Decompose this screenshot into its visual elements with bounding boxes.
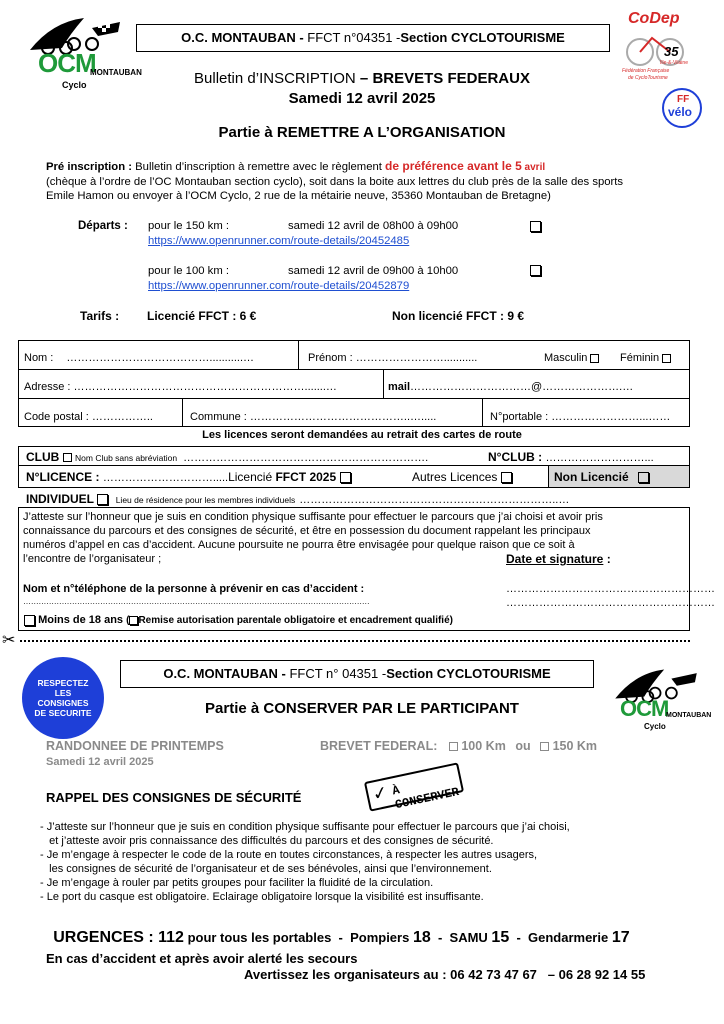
ocm-text: OCM	[38, 48, 96, 78]
autres-licences-checkbox[interactable]	[501, 472, 512, 483]
brevet-150-checkbox[interactable]	[540, 742, 549, 751]
nclub-field[interactable]: N°CLUB : ………………………...	[488, 450, 654, 464]
portable-field[interactable]: N°portable : ……………………...……	[490, 411, 671, 423]
depart-100-time: samedi 12 avril de 09h00 à 10h00	[288, 265, 459, 277]
conserver-stamp: ✓ À CONSERVER	[364, 762, 464, 811]
depart-100-link[interactable]: https://www.openrunner.com/route-details/20452879	[148, 280, 410, 292]
individuel-checkbox[interactable]	[97, 494, 108, 505]
tarif-licencie: Licencié FFCT : 6 €	[147, 309, 257, 323]
ocm-cyclo: Cyclo	[62, 80, 87, 90]
attestation-text: J’atteste sur l’honneur que je suis en condition physique suffisante pour effectuer le parcours que j’ai choisi et avoir pris connaissance du parcours et des consignes de sécurité, et être en possession du document rappelant les principaux numéros d’appel en cas d’accident. Aucune poursuite ne pourra être envisagée pour quelque raison que ce soit à l’encontre de l’organisateur ;	[23, 511, 603, 565]
part-title: Partie à REMETTRE A L’ORGANISATION	[218, 124, 506, 141]
commune-field[interactable]: Commune : ……………………………………..….....	[190, 411, 437, 423]
ffvelo-logo: FF vélo	[662, 88, 702, 128]
event-date: Samedi 12 avril 2025	[288, 90, 436, 107]
club-header-2: O.C. MONTAUBAN - FFCT n° 04351 -Section CYCLOTOURISME	[120, 660, 594, 688]
club-header: O.C. MONTAUBAN - FFCT n°04351 -Section CYCLOTOURISME	[136, 24, 610, 52]
respect-badge: RESPECTEZ LES CONSIGNES DE SECURITE	[22, 657, 104, 739]
feminin-checkbox[interactable]	[662, 354, 671, 363]
licencie-ffct-checkbox[interactable]	[340, 472, 351, 483]
bulletin-title: Bulletin d’INSCRIPTION – BREVETS FEDERAUX	[194, 70, 530, 87]
contact-dots-2[interactable]: ………………………………………………………………………………………………………………………	[23, 597, 370, 606]
departs-label: Départs :	[78, 220, 128, 232]
brevet-options: BREVET FEDERAL: 100 Km ou 150 Km	[320, 739, 598, 753]
rando-date: Samedi 12 avril 2025	[46, 756, 154, 768]
depart-100-km: pour le 100 km :	[148, 265, 230, 277]
licences-note: Les licences seront demandées au retrait des cartes de route	[202, 429, 522, 441]
accident-text: En cas d’accident et après avoir alerté les secours	[46, 951, 358, 966]
organisers-phones: Avertissez les organisateurs au : 06 42 73 47 67 – 06 28 92 14 55	[244, 967, 646, 982]
depart-150-link[interactable]: https://www.openrunner.com/route-details/20452485	[148, 235, 410, 247]
depart-150-checkbox[interactable]	[530, 221, 541, 232]
moins-18-row[interactable]: Moins de 18 ans ( Remise autorisation parentale obligatoire et encadrement qualifié)	[24, 614, 453, 626]
depart-100-checkbox[interactable]	[530, 265, 541, 276]
depart-150-time: samedi 12 avril de 08h00 à 09h00	[288, 220, 459, 232]
adresse-field[interactable]: Adresse : ……………………………………………………….......…	[24, 381, 337, 393]
scissors-icon: ✂	[2, 632, 16, 649]
moins-18-checkbox[interactable]	[24, 615, 35, 626]
tarif-non-licencie: Non licencié FFCT : 9 €	[392, 309, 525, 323]
rule-line: les consignes de sécurité de l’organisateur et de ses bénévoles, ainsi que l’environnement.	[40, 863, 492, 875]
contact-dots-3[interactable]: …………………………………………………	[506, 597, 715, 609]
rule-line: et j’atteste avoir pris connaissance des difficultés du parcours et des consignes de sécurité.	[40, 835, 494, 847]
part2-title: Partie à CONSERVER PAR LE PARTICIPANT	[205, 700, 519, 717]
club-row[interactable]: CLUB Nom Club sans abréviation ………………………………………………………….	[26, 450, 429, 464]
individuel-row[interactable]: INDIVIDUEL Lieu de résidence pour les membres individuels ……………………………………………………………..…	[26, 492, 570, 506]
code-postal-field[interactable]: Code postal : ……………..	[24, 411, 153, 423]
club-checkbox[interactable]	[63, 453, 72, 462]
depart-150-km: pour le 150 km :	[148, 220, 230, 232]
feminin-option[interactable]: Féminin	[620, 352, 671, 364]
masculin-checkbox[interactable]	[590, 354, 599, 363]
non-licencie-option[interactable]: Non Licencié	[554, 470, 649, 484]
contact-dots-1[interactable]: …………………………………………………	[506, 583, 715, 595]
ocm-sub: MONTAUBAN	[90, 68, 142, 77]
pre-inscription: Pré inscription : Bulletin d’inscription à remettre avec le règlement de préférence avant le 5 avril (chèque à l’ordre de l’OC Montauban section cyclo), soit dans la boite aux lettres du club près de la salle des sports Emile Hamon ou envoyer à l’OCM Cyclo, 2 rue de la métairie neuve, 35360 Montauban de Bretagne)	[46, 159, 624, 202]
masculin-option[interactable]: Masculin	[544, 352, 599, 364]
safety-rules	[40, 820, 680, 904]
nlicence-field[interactable]: N°LICENCE : ………………………….....Licencié FFCT 2025	[26, 470, 351, 484]
nom-field[interactable]: Nom : …………………………………...........…	[24, 352, 255, 364]
ocm-logo-2: OCM MONTAUBAN Cyclo	[608, 664, 704, 740]
prenom-field[interactable]: Prénom : ……………………...........	[308, 352, 478, 364]
rappel-title: RAPPEL DES CONSIGNES DE SÉCURITÉ	[46, 790, 302, 805]
rule-line: - Je m’engage à rouler par petits groupes pour faciliter la fluidité de la circulation.	[40, 877, 434, 889]
rule-line: - J’atteste sur l’honneur que je suis en condition physique suffisante pour effectuer le parcours que j’ai choisi,	[40, 821, 570, 833]
check-icon: ✓	[370, 781, 390, 805]
date-signature[interactable]: Date et signature :	[506, 552, 611, 566]
tarifs-label: Tarifs :	[80, 309, 120, 323]
rule-line: - Je m’engage à respecter le code de la route en toutes circonstances, à respecter les autres usagers,	[40, 849, 538, 861]
brevet-100-checkbox[interactable]	[449, 742, 458, 751]
non-licencie-checkbox[interactable]	[638, 472, 649, 483]
urgences-line: URGENCES : 112 pour tous les portables - Pompiers 18 - SAMU 15 - Gendarmerie 17	[53, 929, 630, 946]
mail-field[interactable]: mail……………………………@………………….…	[388, 381, 634, 393]
rando-name: RANDONNEE DE PRINTEMPS	[46, 739, 224, 753]
rule-line: - Le port du casque est obligatoire. Eclairage obligatoire lorsque la visibilité est insuffisante.	[40, 891, 484, 903]
codep-logo: CoDep 35 Ille-&-Vilaine Fédération Française de CycloTourisme	[618, 10, 698, 100]
contact-label: Nom et n°téléphone de la personne à prévenir en cas d’accident :	[23, 583, 365, 595]
autres-licences-option[interactable]: Autres Licences	[412, 470, 512, 484]
cut-line	[20, 640, 690, 642]
